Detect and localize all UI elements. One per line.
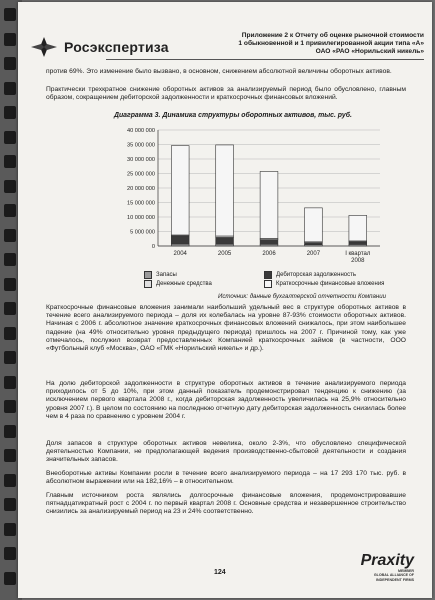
legend-swatch-receivables bbox=[264, 271, 272, 279]
legend-item-receivables bbox=[264, 271, 356, 279]
y-tick-label: 40 000 000 bbox=[127, 128, 155, 134]
logo-mark-icon bbox=[30, 36, 58, 58]
legend-label-zapasy: Запасы bbox=[156, 272, 177, 278]
praxity-sub-1: MEMBER bbox=[398, 569, 414, 573]
header-title bbox=[174, 32, 424, 56]
paragraph-7: Главным источником роста являлись долгосрочные финансовые вложения, продемонстрировавшие пятнадцатикратный рост с 2004 г. по первый квартал 2008 г. Основные средства и незавершенное строительство снизились за анализируемый период на 23 и 24% соответственно. bbox=[46, 492, 406, 516]
legend-swatch-cash bbox=[144, 280, 152, 288]
y-tick-label: 35 000 000 bbox=[127, 142, 155, 149]
binding-hole bbox=[4, 523, 16, 536]
y-tick-label: 15 000 000 bbox=[127, 200, 155, 207]
binding-hole bbox=[4, 204, 16, 217]
praxity-name: Praxity bbox=[360, 552, 414, 569]
binding-hole bbox=[4, 351, 16, 364]
binding-hole bbox=[4, 8, 16, 21]
binding-hole bbox=[4, 449, 16, 462]
bar-segment-1 bbox=[171, 236, 189, 244]
y-tick-label: 5 000 000 bbox=[130, 229, 155, 236]
header-line-1: Приложение 2 к Отчету об оценке рыночной стоимости bbox=[241, 32, 424, 39]
binding-hole bbox=[4, 400, 16, 413]
bar-segment-1 bbox=[260, 240, 278, 245]
x-tick-label: I квартал bbox=[345, 251, 371, 257]
bar-segment-3 bbox=[171, 146, 189, 235]
logo-text: Росэкспертиза bbox=[64, 39, 169, 55]
legend-swatch-investments bbox=[264, 280, 272, 288]
praxity-sub-2: GLOBAL ALLIANCE OF bbox=[373, 573, 414, 578]
bar-segment-3 bbox=[216, 145, 234, 236]
binding-hole bbox=[4, 376, 16, 389]
header-line-3: ОАО «РАО «Норильский никель» bbox=[315, 48, 424, 55]
binding-hole bbox=[4, 572, 16, 585]
binding-hole bbox=[4, 33, 16, 46]
header-line-2: 1 обыкновенной и 1 привилегированной акции типа «А» bbox=[238, 40, 424, 47]
paragraph-2: Практически трехкратное снижение оборотных активов за анализируемый период было обусловлено, главным образом, сокращением дебиторской задолженности и краткосрочных финансовых вложений. bbox=[46, 86, 406, 102]
source-note: Источник: данные бухгалтерской отчетности Компании bbox=[218, 293, 387, 300]
legend-swatch-zapasy bbox=[144, 271, 152, 279]
paragraph-4: На долю дебиторской задолженности в структуре оборотных активов в течение анализируемого периода приходилось от 5 до 10%, при этом данный показатель продемонстрировал тенденцию к снижению (за исключением первого квартала 2008 г., когда дебиторская задолженность увеличилась на 25,9% относительно уровня 2007 г.). В целом по состоянию на последнюю отчетную дату дебиторская задолженность снизилась более чем в 4 раза по сравнению с уровнем 2004 г. bbox=[46, 380, 406, 420]
binding-hole bbox=[4, 302, 16, 315]
binding-hole bbox=[4, 106, 16, 119]
binding-hole bbox=[4, 229, 16, 242]
bar-segment-3 bbox=[305, 208, 323, 242]
x-tick-label: 2005 bbox=[217, 251, 232, 257]
binding-hole bbox=[4, 327, 16, 340]
legend-item-zapasy bbox=[144, 271, 177, 279]
header-rule bbox=[106, 59, 424, 60]
legend-label-investments: Краткосрочные финансовые вложения bbox=[276, 281, 385, 287]
x-tick-label: 2004 bbox=[173, 251, 187, 257]
binding-hole bbox=[4, 498, 16, 511]
bar-segment-1 bbox=[216, 237, 234, 244]
x-tick-label: 2008 bbox=[351, 258, 365, 264]
binding-hole bbox=[4, 425, 16, 438]
x-tick-label: 2006 bbox=[262, 251, 276, 257]
chart-caption: Диаграмма 3. Динамика структуры оборотных активов, тыс. руб. bbox=[114, 112, 352, 119]
paragraph-1: против 69%. Это изменение было вызвано, в основном, снижением абсолютной величины оборотных активов. bbox=[46, 68, 392, 75]
binding-hole bbox=[4, 131, 16, 144]
y-tick-label: 30 000 000 bbox=[127, 157, 155, 163]
binding-hole bbox=[4, 180, 16, 193]
binding-hole bbox=[4, 82, 16, 95]
bar-segment-3 bbox=[260, 171, 278, 238]
y-tick-label: 10 000 000 bbox=[127, 215, 155, 221]
binding-hole bbox=[4, 253, 16, 266]
binding-hole bbox=[4, 547, 16, 560]
document-page bbox=[18, 2, 432, 598]
binding-hole bbox=[4, 474, 16, 487]
paragraph-6: Внеоборотные активы Компании росли в течение всего анализируемого периода – на 17 293 170 тыс. руб. в абсолютном выражении или на 182,16% – в относительном. bbox=[46, 470, 406, 486]
page-number: 124 bbox=[214, 569, 226, 576]
binding-hole bbox=[4, 57, 16, 70]
bar-segment-1 bbox=[349, 242, 367, 245]
legend-label-receivables: Дебиторская задолженность bbox=[276, 272, 356, 278]
legend-label-cash: Денежные средства bbox=[156, 281, 212, 287]
binding-hole bbox=[4, 278, 16, 291]
y-tick-label: 0 bbox=[151, 244, 155, 250]
legend-item-investments bbox=[264, 280, 384, 288]
y-tick-label: 25 000 000 bbox=[127, 171, 155, 178]
binding-hole bbox=[4, 155, 16, 168]
praxity-sub-3: INDEPENDENT FIRMS bbox=[376, 577, 414, 582]
bar-segment-0 bbox=[171, 244, 189, 246]
bar-segment-1 bbox=[305, 243, 323, 245]
rosexpertiza-logo bbox=[30, 36, 169, 58]
paragraph-5: Доля запасов в структуре оборотных активов невелика, около 2-3%, что обусловлено специфической деятельностью Компании, не предполагающей ведения производственно-сбытовой деятельности и создания значительных запасов. bbox=[46, 440, 406, 464]
legend-item-cash bbox=[144, 280, 212, 288]
praxity-logo bbox=[361, 553, 414, 582]
bar-segment-3 bbox=[349, 215, 367, 241]
y-tick-label: 20 000 000 bbox=[127, 186, 155, 192]
x-tick-label: 2007 bbox=[306, 251, 321, 257]
paragraph-3: Краткосрочные финансовые вложения занимали наибольший удельный вес в структуре оборотных активов в течение всего анализируемого периода – доля их колебалась на уровне 87-93% стоимости оборотных активов. Начиная с 2006 г. абсолютное значение краткосрочных финансовых вложений снижалось, при этом наибольшее падение (на 49% относительно уровня предыдущего периода) пришлось на 2007 г. Причиной тому, как уже отмечалось, послужил возврат предоставленных Компанией краткосрочных займов (в частности, ООО «Футбольный клуб «Москва», ОАО «ГМК «Норильский никель» и др.). bbox=[46, 304, 406, 353]
bar-chart bbox=[98, 124, 388, 270]
